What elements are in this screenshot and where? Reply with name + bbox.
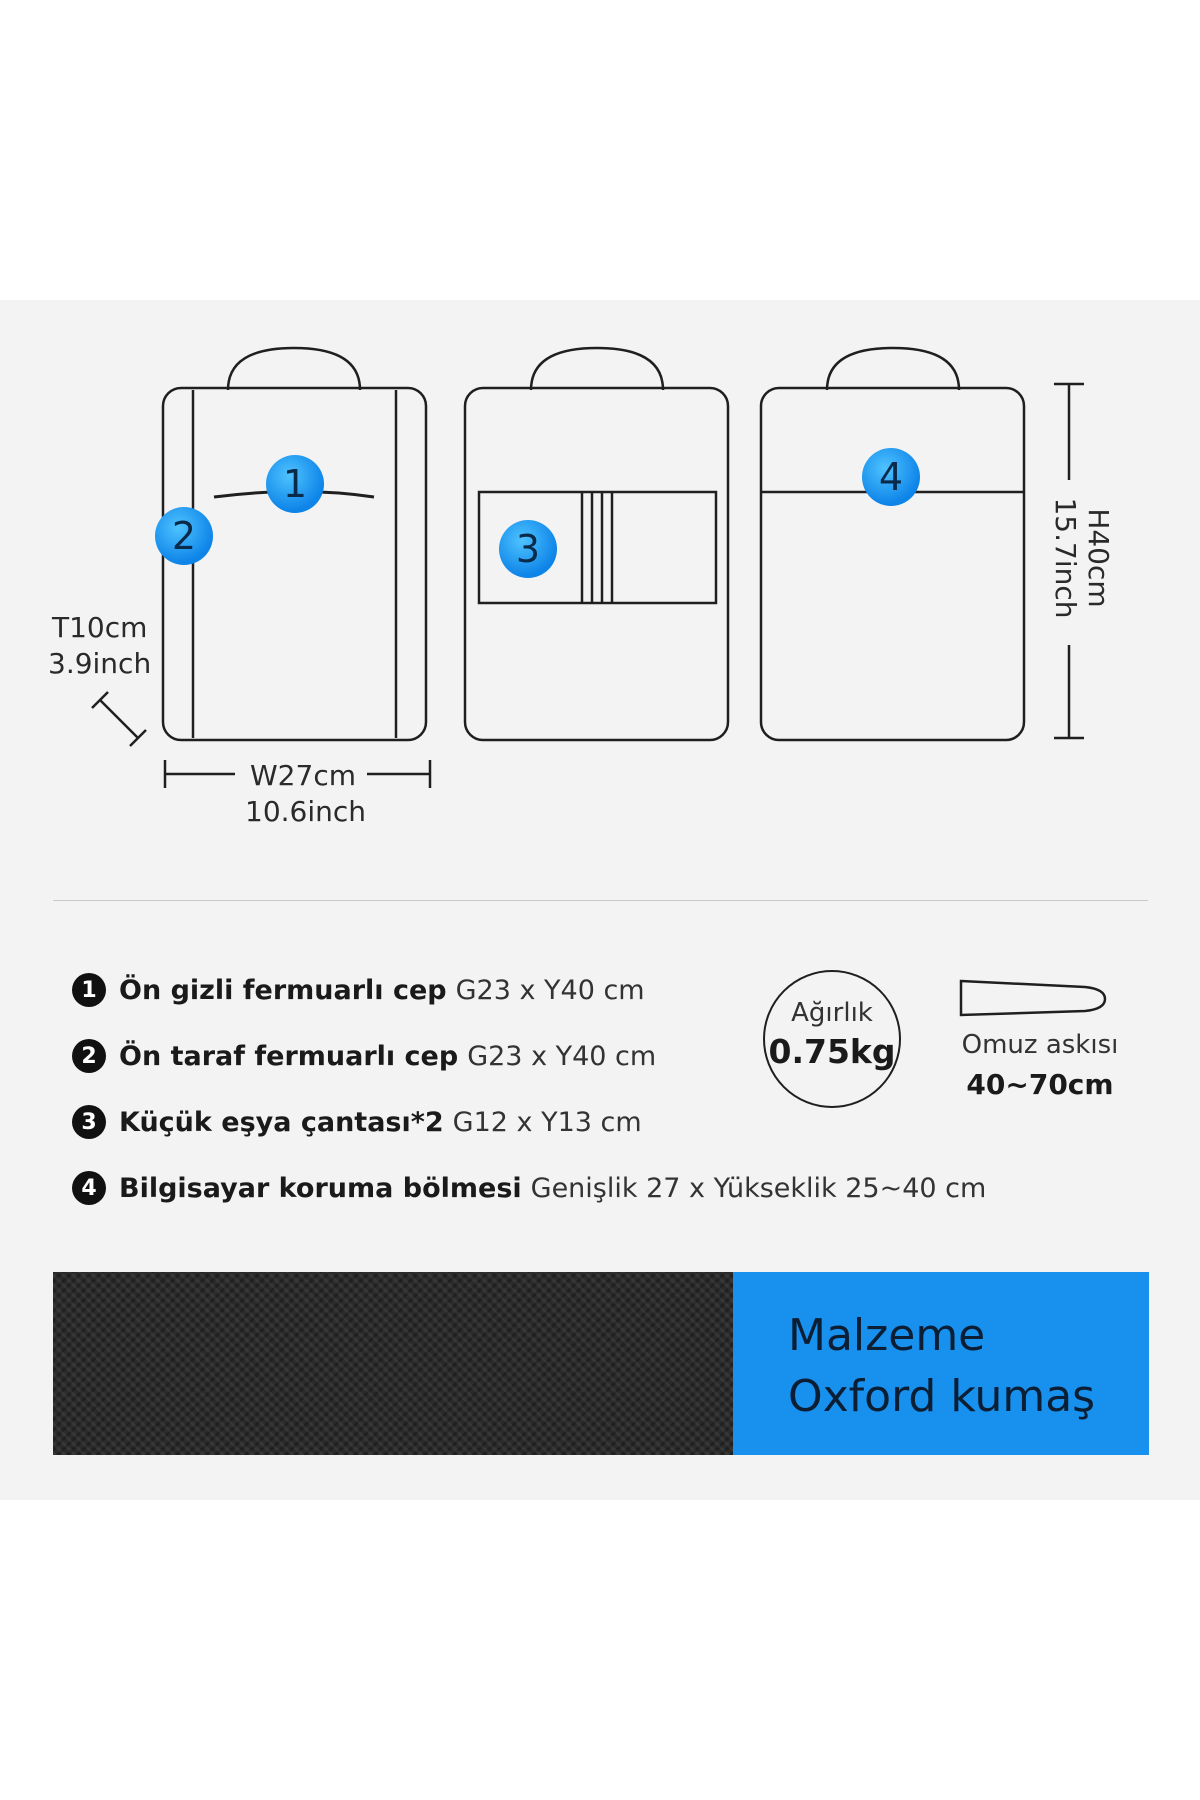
material-box [733,1272,1149,1455]
strap-value: 40~70cm [966,1068,1114,1101]
feature-title: Küçük eşya çantası*2 [119,1106,444,1138]
feature-size: Genişlik 27 x Yükseklik 25~40 cm [530,1172,987,1204]
section-divider [53,900,1148,901]
feature-title: Ön gizli fermuarlı cep [119,974,447,1006]
weight-badge [763,970,901,1108]
feature-item [72,1102,642,1142]
feature-size: G23 x Y40 cm [455,974,645,1006]
width-cm-label: W27cm [250,759,356,792]
number-badge: 4 [72,1171,106,1205]
feature-item [72,970,645,1010]
weight-value: 0.75kg [768,1032,896,1071]
depth-inch-label: 3.9inch [48,647,152,680]
callout-1-badge: 1 [266,455,324,513]
height-cm-label: H40cm [1082,508,1115,608]
feature-size: G23 x Y40 cm [467,1040,657,1072]
strap-icon [955,975,1115,1025]
feature-size: G12 x Y13 cm [452,1106,642,1138]
feature-item [72,1036,656,1076]
strap-label: Omuz askısı [961,1030,1119,1060]
feature-title: Ön taraf fermuarlı cep [119,1040,459,1072]
callout-4-badge: 4 [862,448,920,506]
number-badge: 1 [72,973,106,1007]
fabric-swatch [53,1272,733,1455]
width-inch-label: 10.6inch [245,795,367,828]
weight-label: Ağırlık [791,998,873,1028]
number-badge: 3 [72,1105,106,1139]
callout-2-badge: 2 [155,507,213,565]
bag-diagrams [0,300,1200,860]
material-label: Malzeme [788,1310,986,1361]
material-value: Oxford kumaş [788,1371,1096,1422]
callout-3-badge: 3 [499,520,557,578]
number-badge: 2 [72,1039,106,1073]
bag-back-view [761,348,1024,740]
depth-marker [92,692,146,746]
height-inch-label: 15.7inch [1049,497,1082,619]
feature-title: Bilgisayar koruma bölmesi [119,1172,522,1204]
feature-item [72,1168,986,1208]
depth-cm-label: T10cm [52,611,148,644]
